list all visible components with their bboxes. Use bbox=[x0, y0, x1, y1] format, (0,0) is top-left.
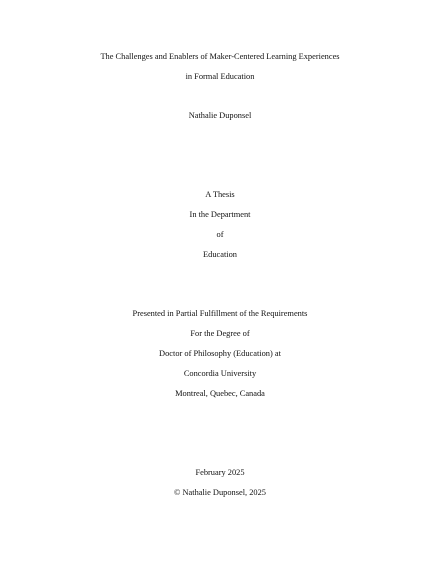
copyright-notice: © Nathalie Duponsel, 2025 bbox=[174, 488, 266, 497]
department-prefix: In the Department bbox=[189, 210, 251, 219]
department-of: of bbox=[216, 230, 224, 239]
university-location: Montreal, Quebec, Canada bbox=[175, 389, 265, 398]
thesis-type: A Thesis bbox=[205, 190, 235, 199]
author-name: Nathalie Duponsel bbox=[188, 111, 252, 120]
university-name: Concordia University bbox=[183, 369, 257, 378]
department-name: Education bbox=[203, 250, 237, 259]
thesis-title-line-1: The Challenges and Enablers of Maker-Centered Learning Experiences bbox=[100, 52, 340, 61]
thesis-title-line-2: in Formal Education bbox=[185, 72, 255, 81]
degree-name: Doctor of Philosophy (Education) at bbox=[159, 349, 281, 358]
submission-date: February 2025 bbox=[195, 468, 245, 477]
requirements-line-2: For the Degree of bbox=[190, 329, 250, 338]
requirements-line-1: Presented in Partial Fulfillment of the Requirements bbox=[132, 309, 308, 318]
